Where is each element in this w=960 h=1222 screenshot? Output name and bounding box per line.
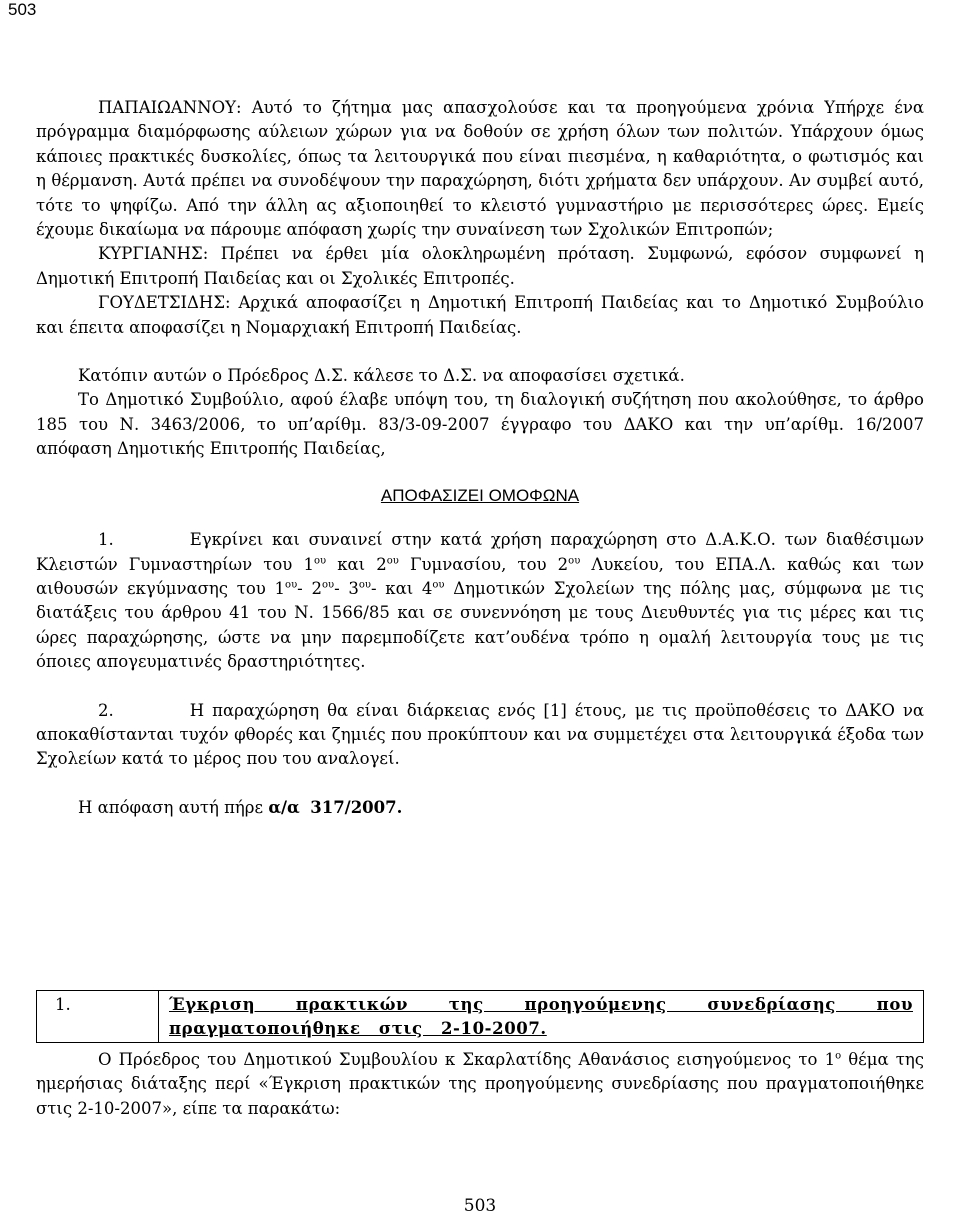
item-text: Η παραχώρηση θα είναι διάρκειας ενός [1] έτους, με τις προϋποθέσεις το ΔΑΚΟ να αποκαθίστανται τυχόν φθορές και ζημιές που προκύπτουν και να συμμετέχει στα λειτουργικά έξοδα των Σχολείων κατά το μέρος που του αναλογεί. <box>36 700 924 769</box>
decision-number-prefix: Η απόφαση αυτή πήρε <box>78 797 269 817</box>
item-number: 2. <box>98 700 114 720</box>
agenda-item-table <box>36 990 924 1043</box>
decision-title: ΑΠΟΦΑΣΙΖΕΙ ΟΜΟΦΩΝΑ <box>380 485 580 505</box>
item-text: - 3 <box>334 578 359 598</box>
item-text: - και 4 <box>370 578 433 598</box>
decision-number-line <box>36 796 924 820</box>
spacer <box>36 340 924 364</box>
superscript: ου <box>432 579 445 591</box>
paragraph-president-call: Κατόπιν αυτών ο Πρόεδρος Δ.Σ. κάλεσε το Δ.Σ. να αποφασίσει σχετικά. <box>78 366 685 386</box>
spacer <box>36 462 924 484</box>
paragraph-kyrgianis: ΚΥΡΓΙΑΝΗΣ: Πρέπει να έρθει μία ολοκληρωμένη πρόταση. Συμφωνώ, εφόσον συμφωνεί η Δημοτική Επιτροπή Παιδείας και οι Σχολικές Επιτροπές. <box>36 244 924 288</box>
superscript: ου <box>285 579 298 591</box>
item-number: 1. <box>98 530 114 550</box>
agenda-introduction <box>36 1048 924 1121</box>
superscript: ο <box>835 1050 842 1062</box>
item-text: και 2 <box>326 554 387 574</box>
item-text: Λυκείου, του ΕΠΑ.Λ. καθώς και των αιθουσών εκγύμνασης του 1 <box>36 554 924 598</box>
decision-item-2 <box>36 699 924 772</box>
paragraph-introduction <box>36 1048 924 1121</box>
decision-item-1 <box>36 528 924 674</box>
item-text: - 2 <box>297 578 322 598</box>
spacer <box>36 508 924 528</box>
intro-text: θέμα της ημερήσιας διάταξης περί «Έγκριση πρακτικών της προηγούμενης συνεδρίασης που πραγματοποιήθηκε στις 2-10-2007», είπε τα παρακάτω: <box>36 1050 924 1118</box>
page-number-bottom: 503 <box>463 1196 497 1216</box>
superscript: ου <box>568 555 581 566</box>
superscript: ου <box>358 579 371 591</box>
superscript: ου <box>313 555 327 566</box>
document-body <box>36 96 924 820</box>
paragraph-goudetsidis: ΓΟΥΔΕΤΣΙΔΗΣ: Αρχικά αποφασίζει η Δημοτική Επιτροπή Παιδείας και το Δημοτικό Συμβούλιο και έπειτα αποφασίζει η Νομαρχιακή Επιτροπή Παιδείας. <box>36 293 924 337</box>
intro-text: Ο Πρόεδρος του Δημοτικού Συμβουλίου κ Σκαρλατίδης Αθανάσιος εισηγούμενος το 1 <box>98 1050 836 1069</box>
spacer <box>36 675 924 699</box>
item-text: Δημοτικών Σχολείων της πόλης μας, σύμφωνα με τις διατάξεις του άρθρου 41 του Ν. 1566/85 και σε συνεννόηση με τους Διευθυντές για τις μέρες και τις ώρες παραχώρησης, ώστε να μην παρεμποδίζετε κατ’ουδένα τρόπο η ομαλή λειτουργία τους με τις όποιες απογευματινές δραστηριότητες. <box>36 578 924 672</box>
paragraph-papaioannou: ΠΑΠΑΙΩΑΝΝΟΥ: Αυτό το ζήτημα μας απασχολούσε και τα προηγούμενα χρόνια Υπήρχε ένα πρόγραμμα διαμόρφωσης αύλειων χώρων για να δοθούν σε χρήση όλων των πολιτών. Υπάρχουν όμως κάποιες πρακτικές δυσκολίες, όπως τα λειτουργικά που είναι πιεσμένα, η καθαριότητα, ο φωτισμός και η θέρμανση. Αυτά πρέπει να συνοδέψουν την παραχώρηση, διότι χρήματα δεν υπάρχουν. Αν συμβεί αυτό, τότε το ψηφίζω. Από την άλλη ας αξιοποιηθεί το κλειστό γυμναστήριο με περισσότερες ώρες. Εμείς έχουμε δικαίωμα να πάρουμε απόφαση χωρίς την συναίνεση των Σχολικών Επιτροπών; <box>36 98 924 240</box>
item-text: Γυμνασίου, του 2 <box>398 554 569 574</box>
page-number-top: 503 <box>8 0 37 19</box>
spacer <box>36 772 924 796</box>
superscript: ου <box>386 555 399 566</box>
agenda-item-number: 1. <box>37 991 159 1042</box>
superscript: ου <box>321 579 335 591</box>
paragraph-council: Το Δημοτικό Συμβούλιο, αφού έλαβε υπόψη του, τη διαλογική συζήτηση που ακολούθησε, το άρθρο 185 του Ν. 3463/2006, το υπ’αρίθμ. 83/3-09-2007 έγγραφο του ΔΑΚΟ και την υπ’αρίθμ. 16/2007 απόφαση Δημοτικής Επιτροπής Παιδείας, <box>36 390 924 459</box>
decision-number-label: α/α <box>268 797 300 817</box>
decision-number-value: 317/2007. <box>310 797 403 817</box>
agenda-item-title: Έγκριση πρακτικών της προηγούμενης συνεδρίασης που πραγματοποιήθηκε στις 2-10-2007. <box>169 995 913 1039</box>
item-text: Εγκρίνει και συναινεί στην κατά χρήση παραχώρηση στο Δ.Α.Κ.Ο. των διαθέσιμων Κλειστών Γυμναστηρίων του 1 <box>36 530 924 574</box>
